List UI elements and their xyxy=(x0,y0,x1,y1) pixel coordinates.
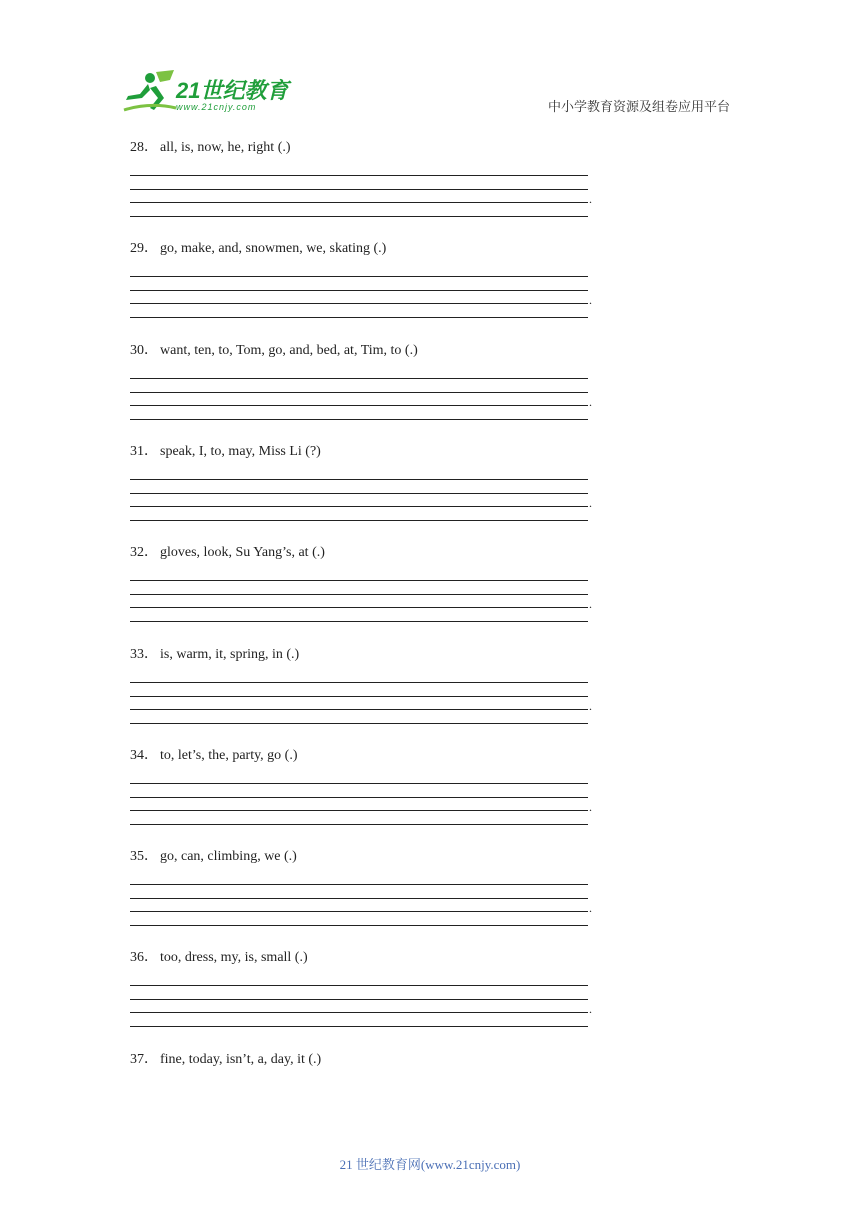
answer-line[interactable] xyxy=(130,1026,588,1027)
question-words: want, ten, to, Tom, go, and, bed, at, Tim, to (.) xyxy=(160,343,418,358)
question-item xyxy=(130,544,600,611)
answer-end-mark: . xyxy=(589,293,592,307)
question-prompt xyxy=(130,240,600,258)
question-item xyxy=(130,139,600,206)
answer-line[interactable] xyxy=(130,884,588,885)
question-words: is, warm, it, spring, in (.) xyxy=(160,647,300,662)
answer-line[interactable] xyxy=(130,607,588,608)
answer-line[interactable] xyxy=(130,276,588,277)
logo-url: www.21cnjy.com xyxy=(176,102,257,112)
answer-end-mark: . xyxy=(589,1002,592,1016)
logo-title: 21世纪教育 xyxy=(176,78,289,103)
answer-line[interactable] xyxy=(130,696,588,697)
answer-end-mark: . xyxy=(589,597,592,611)
question-prompt xyxy=(130,544,600,562)
question-item xyxy=(130,240,600,307)
answer-line[interactable] xyxy=(130,709,588,710)
question-prompt xyxy=(130,848,600,866)
answer-line[interactable] xyxy=(130,797,588,798)
platform-name: 中小学教育资源及组卷应用平台 xyxy=(547,100,730,115)
answer-line[interactable] xyxy=(130,1012,588,1013)
logo xyxy=(120,68,300,116)
answer-end-mark: . xyxy=(589,395,592,409)
answer-line[interactable] xyxy=(130,493,588,494)
answer-line[interactable] xyxy=(130,824,588,825)
answer-line[interactable] xyxy=(130,202,588,203)
question-item xyxy=(130,747,600,814)
question-words: to, let’s, the, party, go (.) xyxy=(160,748,298,763)
answer-line[interactable] xyxy=(130,621,588,622)
runner-logo-icon xyxy=(120,68,180,116)
answer-line[interactable] xyxy=(130,925,588,926)
question-prompt xyxy=(130,949,600,967)
question-words: speak, I, to, may, Miss Li (?) xyxy=(160,444,321,459)
answer-line[interactable] xyxy=(130,216,588,217)
question-prompt xyxy=(130,747,600,765)
answer-line[interactable] xyxy=(130,999,588,1000)
question-item xyxy=(130,848,600,915)
answer-end-mark: . xyxy=(589,699,592,713)
answer-line[interactable] xyxy=(130,405,588,406)
answer-line[interactable] xyxy=(130,810,588,811)
answer-line[interactable] xyxy=(130,594,588,595)
answer-line[interactable] xyxy=(130,682,588,683)
answer-line[interactable] xyxy=(130,580,588,581)
question-number: 29． xyxy=(130,241,158,256)
question-words: gloves, look, Su Yang’s, at (.) xyxy=(160,545,325,560)
page-footer: 21 世纪教育网(www.21cnjy.com) xyxy=(339,1157,521,1172)
question-number: 32． xyxy=(130,545,158,560)
question-number: 36． xyxy=(130,950,158,965)
page-header xyxy=(0,0,860,120)
question-number: 35． xyxy=(130,849,158,864)
answer-line[interactable] xyxy=(130,392,588,393)
answer-end-mark: . xyxy=(589,901,592,915)
answer-line[interactable] xyxy=(130,189,588,190)
answer-end-mark: . xyxy=(589,192,592,206)
answer-line[interactable] xyxy=(130,506,588,507)
answer-line[interactable] xyxy=(130,898,588,899)
answer-line[interactable] xyxy=(130,520,588,521)
question-prompt xyxy=(130,342,600,360)
answer-line[interactable] xyxy=(130,419,588,420)
question-item xyxy=(130,443,600,510)
question-number: 30． xyxy=(130,343,158,358)
question-prompt xyxy=(130,139,600,157)
question-words: fine, today, isn’t, a, day, it (.) xyxy=(160,1052,322,1067)
question-words: all, is, now, he, right (.) xyxy=(160,140,291,155)
answer-end-mark: . xyxy=(589,496,592,510)
answer-line[interactable] xyxy=(130,479,588,480)
question-prompt xyxy=(130,443,600,461)
question-item xyxy=(130,1051,600,1069)
question-number: 37． xyxy=(130,1052,158,1067)
question-words: go, can, climbing, we (.) xyxy=(160,849,297,864)
question-number: 34． xyxy=(130,748,158,763)
question-item xyxy=(130,342,600,409)
answer-line[interactable] xyxy=(130,723,588,724)
question-words: too, dress, my, is, small (.) xyxy=(160,950,308,965)
answer-line[interactable] xyxy=(130,290,588,291)
answer-line[interactable] xyxy=(130,783,588,784)
answer-line[interactable] xyxy=(130,175,588,176)
question-item xyxy=(130,949,600,1016)
question-number: 28． xyxy=(130,140,158,155)
question-prompt xyxy=(130,1051,600,1069)
answer-line[interactable] xyxy=(130,378,588,379)
answer-line[interactable] xyxy=(130,985,588,986)
question-prompt xyxy=(130,646,600,664)
question-item xyxy=(130,646,600,713)
question-number: 31． xyxy=(130,444,158,459)
question-words: go, make, and, snowmen, we, skating (.) xyxy=(160,241,387,256)
question-number: 33． xyxy=(130,647,158,662)
answer-line[interactable] xyxy=(130,317,588,318)
answer-line[interactable] xyxy=(130,911,588,912)
answer-end-mark: . xyxy=(589,800,592,814)
answer-line[interactable] xyxy=(130,303,588,304)
